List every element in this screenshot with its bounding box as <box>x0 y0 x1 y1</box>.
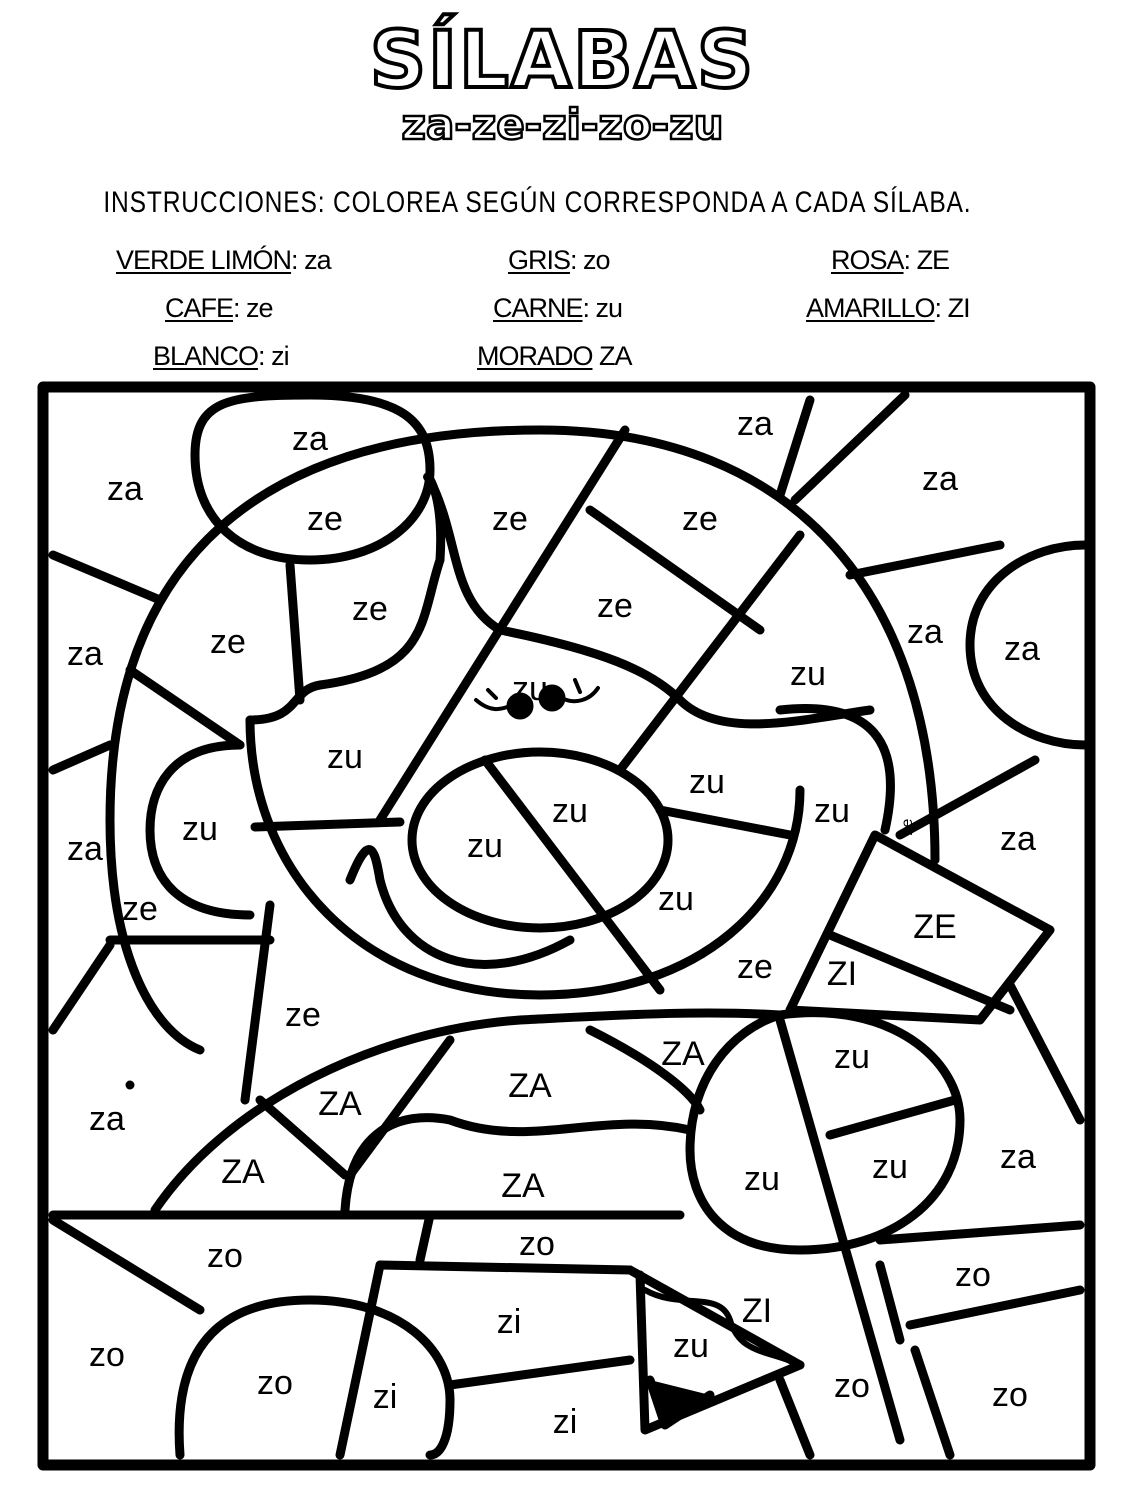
region-syllable: ze <box>899 818 916 836</box>
region-syllable: zo <box>519 1225 555 1263</box>
divider <box>660 810 790 835</box>
divider <box>450 1360 630 1385</box>
region-syllable: ZA <box>318 1085 362 1123</box>
region-syllable: zu <box>512 670 548 708</box>
nose <box>412 752 668 928</box>
region-syllable: zo <box>207 1237 243 1275</box>
region-syllable: zu <box>673 1327 709 1365</box>
divider <box>420 1215 430 1260</box>
region-syllable: zu <box>872 1148 908 1186</box>
region-syllable: za <box>67 830 103 868</box>
divider <box>915 1350 950 1455</box>
legend-syllable: zu <box>595 293 623 323</box>
divider <box>245 905 270 1100</box>
region-syllable: ZA <box>661 1035 705 1073</box>
legend-color-name: CARNE <box>493 293 583 323</box>
divider <box>1010 985 1080 1120</box>
region-syllable: zo <box>89 1336 125 1374</box>
divider <box>255 822 400 827</box>
legend-color-name: GRIS <box>508 245 571 275</box>
region-syllable: ZA <box>508 1067 552 1105</box>
divider <box>620 535 800 770</box>
heart <box>650 1380 710 1425</box>
legend-separator: : <box>934 293 942 323</box>
legend-color-name: BLANCO <box>153 341 259 371</box>
region-syllable: ze <box>352 590 388 628</box>
region-syllable: zo <box>992 1376 1028 1414</box>
divider <box>340 1265 380 1455</box>
region-syllable: zi <box>552 1403 578 1441</box>
region-syllable: zu <box>182 810 218 848</box>
legend-separator: : <box>291 245 298 275</box>
left-lashes <box>476 690 510 709</box>
divider <box>53 745 110 770</box>
right-lashes <box>562 680 598 701</box>
legend-separator: : <box>233 293 240 323</box>
legend-syllable: ZA <box>599 341 632 371</box>
region-syllable: ZE <box>913 908 957 946</box>
divider <box>780 400 810 495</box>
region-syllable: zo <box>834 1367 870 1405</box>
legend-separator: : <box>582 293 590 323</box>
legend-syllable: ZI <box>947 293 970 323</box>
legend-color-name: AMARILLO <box>806 293 935 323</box>
divider <box>53 1220 200 1310</box>
legend-syllable: zi <box>271 341 289 371</box>
divider <box>350 1040 450 1175</box>
region-syllable: za <box>1004 630 1040 668</box>
page-title: SÍLABAS <box>369 16 756 106</box>
syllables-subtitle: za-ze-zi-zo-zu <box>401 100 724 149</box>
region-syllable: zo <box>955 1256 991 1294</box>
bottom-circle <box>179 1300 450 1455</box>
divider <box>130 670 240 745</box>
divider <box>795 395 905 500</box>
legend-separator: : <box>570 245 577 275</box>
divider <box>53 555 160 600</box>
region-syllable: ze <box>285 996 321 1034</box>
region-syllable: za <box>922 460 958 498</box>
region-syllable: za <box>89 1100 125 1138</box>
region-syllable: zu <box>689 763 725 801</box>
region-syllable: ze <box>492 500 528 538</box>
region-syllable: ze <box>682 500 718 538</box>
legend-syllable: za <box>304 245 331 275</box>
region-syllable: zu <box>814 792 850 830</box>
ball <box>690 1013 960 1250</box>
region-syllable: zu <box>834 1038 870 1076</box>
region-syllable: ze <box>122 890 158 928</box>
legend-separator: : <box>903 245 911 275</box>
region-syllable: za <box>737 405 773 443</box>
region-syllable: ze <box>307 500 343 538</box>
region-syllable: zu <box>790 655 826 693</box>
region-syllable: ze <box>737 948 773 986</box>
divider <box>630 1270 800 1365</box>
divider <box>290 565 300 700</box>
legend-syllable: ZE <box>916 245 950 275</box>
legend-color-name: MORADO <box>477 341 593 371</box>
region-syllable: ZI <box>826 955 858 993</box>
divider <box>880 1225 1080 1240</box>
legend-color-name: ROSA <box>831 245 904 275</box>
pencil-wave <box>645 1290 800 1365</box>
hair-wave <box>250 477 870 724</box>
legend-color-name: VERDE LIMÓN <box>116 245 292 275</box>
region-syllable: zi <box>372 1378 398 1416</box>
legend-separator: : <box>258 341 265 371</box>
region-syllable: za <box>292 420 328 458</box>
region-syllable: zu <box>658 880 694 918</box>
divider <box>830 1100 955 1135</box>
region-syllable: za <box>1000 1138 1036 1176</box>
region-syllable: za <box>67 635 103 673</box>
region-syllable: za <box>1000 820 1036 858</box>
region-syllable: ze <box>597 587 633 625</box>
region-syllable: ZI <box>741 1292 773 1330</box>
region-syllable: zu <box>744 1160 780 1198</box>
region-syllable: ze <box>210 623 246 661</box>
region-syllable: ZA <box>221 1153 265 1191</box>
divider <box>780 1380 810 1455</box>
divider <box>880 1265 900 1340</box>
legend-syllable: ze <box>246 293 273 323</box>
region-syllable: za <box>107 470 143 508</box>
region-syllable: ZA <box>501 1167 545 1205</box>
region-syllable: za <box>907 613 943 651</box>
region-syllable: zi <box>496 1303 522 1341</box>
instructions-text: INSTRUCCIONES: COLOREA SEGÚN CORRESPONDA A CADA SÍLABA. <box>103 186 972 219</box>
region-syllable: zu <box>552 792 588 830</box>
legend-color-name: CAFE <box>165 293 234 323</box>
region-syllable: zu <box>467 827 503 865</box>
divider <box>380 1265 630 1270</box>
divider <box>910 1290 1080 1325</box>
legend-syllable: zo <box>583 245 610 275</box>
divider <box>53 945 110 1030</box>
region-syllable: zo <box>257 1364 293 1402</box>
divider <box>850 545 1000 575</box>
region-syllable: zu <box>327 738 363 776</box>
